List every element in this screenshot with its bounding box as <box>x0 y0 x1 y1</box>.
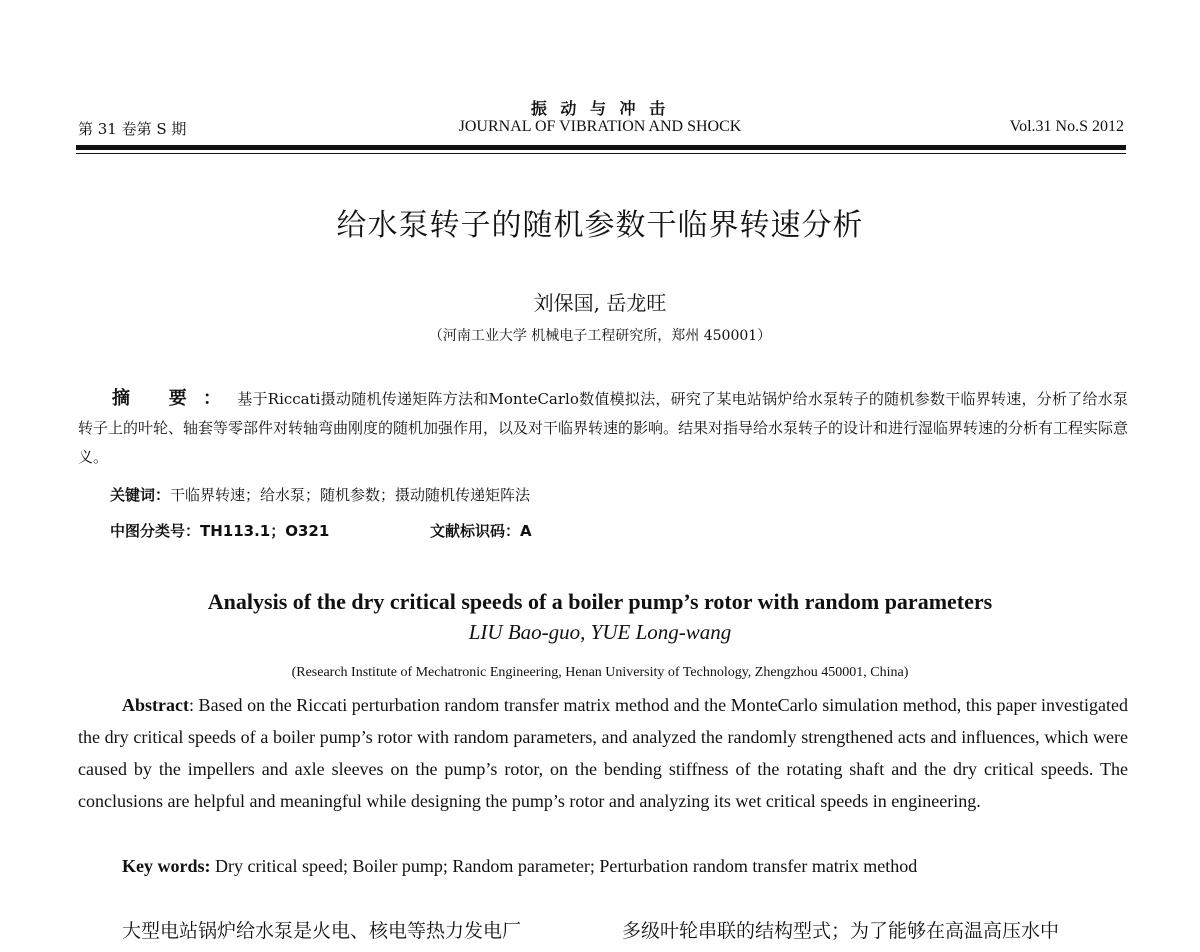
clc-cn-text: TH113.1；O321 <box>200 522 330 540</box>
abstract-en-text: : Based on the Riccati perturbation random transfer matrix method and the MonteCarlo simulation method, this paper investigated the dry critical speeds of a boiler pump’s rotor with random parameters, and analyzed the randomly strengthened acts and influences, which were caused by the impellers and axle sleeves on the pump’s rotor, on the bending stiffness of the rotating shaft and the dry critical speeds. The conclusions are helpful and meaningful while designing the pump’s rotor and analyzing its wet critical speeds in engineering. <box>78 695 1128 811</box>
doc-code-cn-label: 文献标识码： <box>430 522 521 540</box>
keywords-en-text: Dry critical speed; Boiler pump; Random parameter; Perturbation random transfer matrix method <box>210 856 918 876</box>
clc-number-cn <box>110 520 329 541</box>
abstract-cn-text: 基于Riccati摄动随机传递矩阵方法和MonteCarlo数值模拟法，研究了某电站锅炉给水泵转子的随机参数干临界转速，分析了给水泵转子上的叶轮、轴套等零部件对转轴弯曲刚度的随机加强作用，以及对干临界转速的影响。结果对指导给水泵转子的设计和进行湿临界转速的分析有工程实际意义。 <box>78 390 1129 466</box>
affiliation-cn: （河南工业大学 机械电子工程研究所，郑州 450001） <box>428 328 772 344</box>
doc-code-cn-text: A <box>520 522 532 540</box>
header-rule-thin <box>76 153 1126 154</box>
document-code-cn <box>430 520 532 541</box>
abstract-en <box>78 689 1128 817</box>
journal-title-cn: 振 动 与 冲 击 <box>530 99 670 118</box>
authors-en: LIU Bao-guo, YUE Long-wang <box>468 620 732 644</box>
keywords-en-label: Key words: <box>122 856 211 876</box>
affiliation-en: (Research Institute of Mechatronic Engineering, Henan University of Technology, Zhengzhou 450001, China) <box>291 665 909 680</box>
journal-title-en: JOURNAL OF VIBRATION AND SHOCK <box>458 118 742 135</box>
keywords-cn-label: 关键词： <box>110 486 171 504</box>
abstract-cn-label: 摘 要： <box>112 388 238 409</box>
paper-title-en: Analysis of the dry critical speeds of a boiler pump’s rotor with random parameters <box>207 589 993 614</box>
paper-title-cn: 给水泵转子的随机参数干临界转速分析 <box>336 208 864 243</box>
header-rule-thick <box>76 145 1126 150</box>
keywords-cn <box>110 484 530 505</box>
volume-issue-cn: 第 31 卷第 S 期 <box>78 120 187 138</box>
keywords-en <box>122 856 917 877</box>
clc-cn-label: 中图分类号： <box>110 522 201 540</box>
body-text-right-column: 多级叶轮串联的结构型式；为了能够在高温高压水中 <box>622 920 1060 942</box>
abstract-cn <box>78 384 1128 472</box>
keywords-cn-text: 干临界转速；给水泵；随机参数；摄动随机传递矩阵法 <box>170 486 531 504</box>
authors-cn: 刘保国, 岳龙旺 <box>533 291 667 315</box>
volume-issue-en: Vol.31 No.S 2012 <box>1009 118 1124 135</box>
body-text-left-column: 大型电站锅炉给水泵是火电、核电等热力发电厂 <box>122 920 522 942</box>
abstract-en-label: Abstract <box>122 695 189 715</box>
